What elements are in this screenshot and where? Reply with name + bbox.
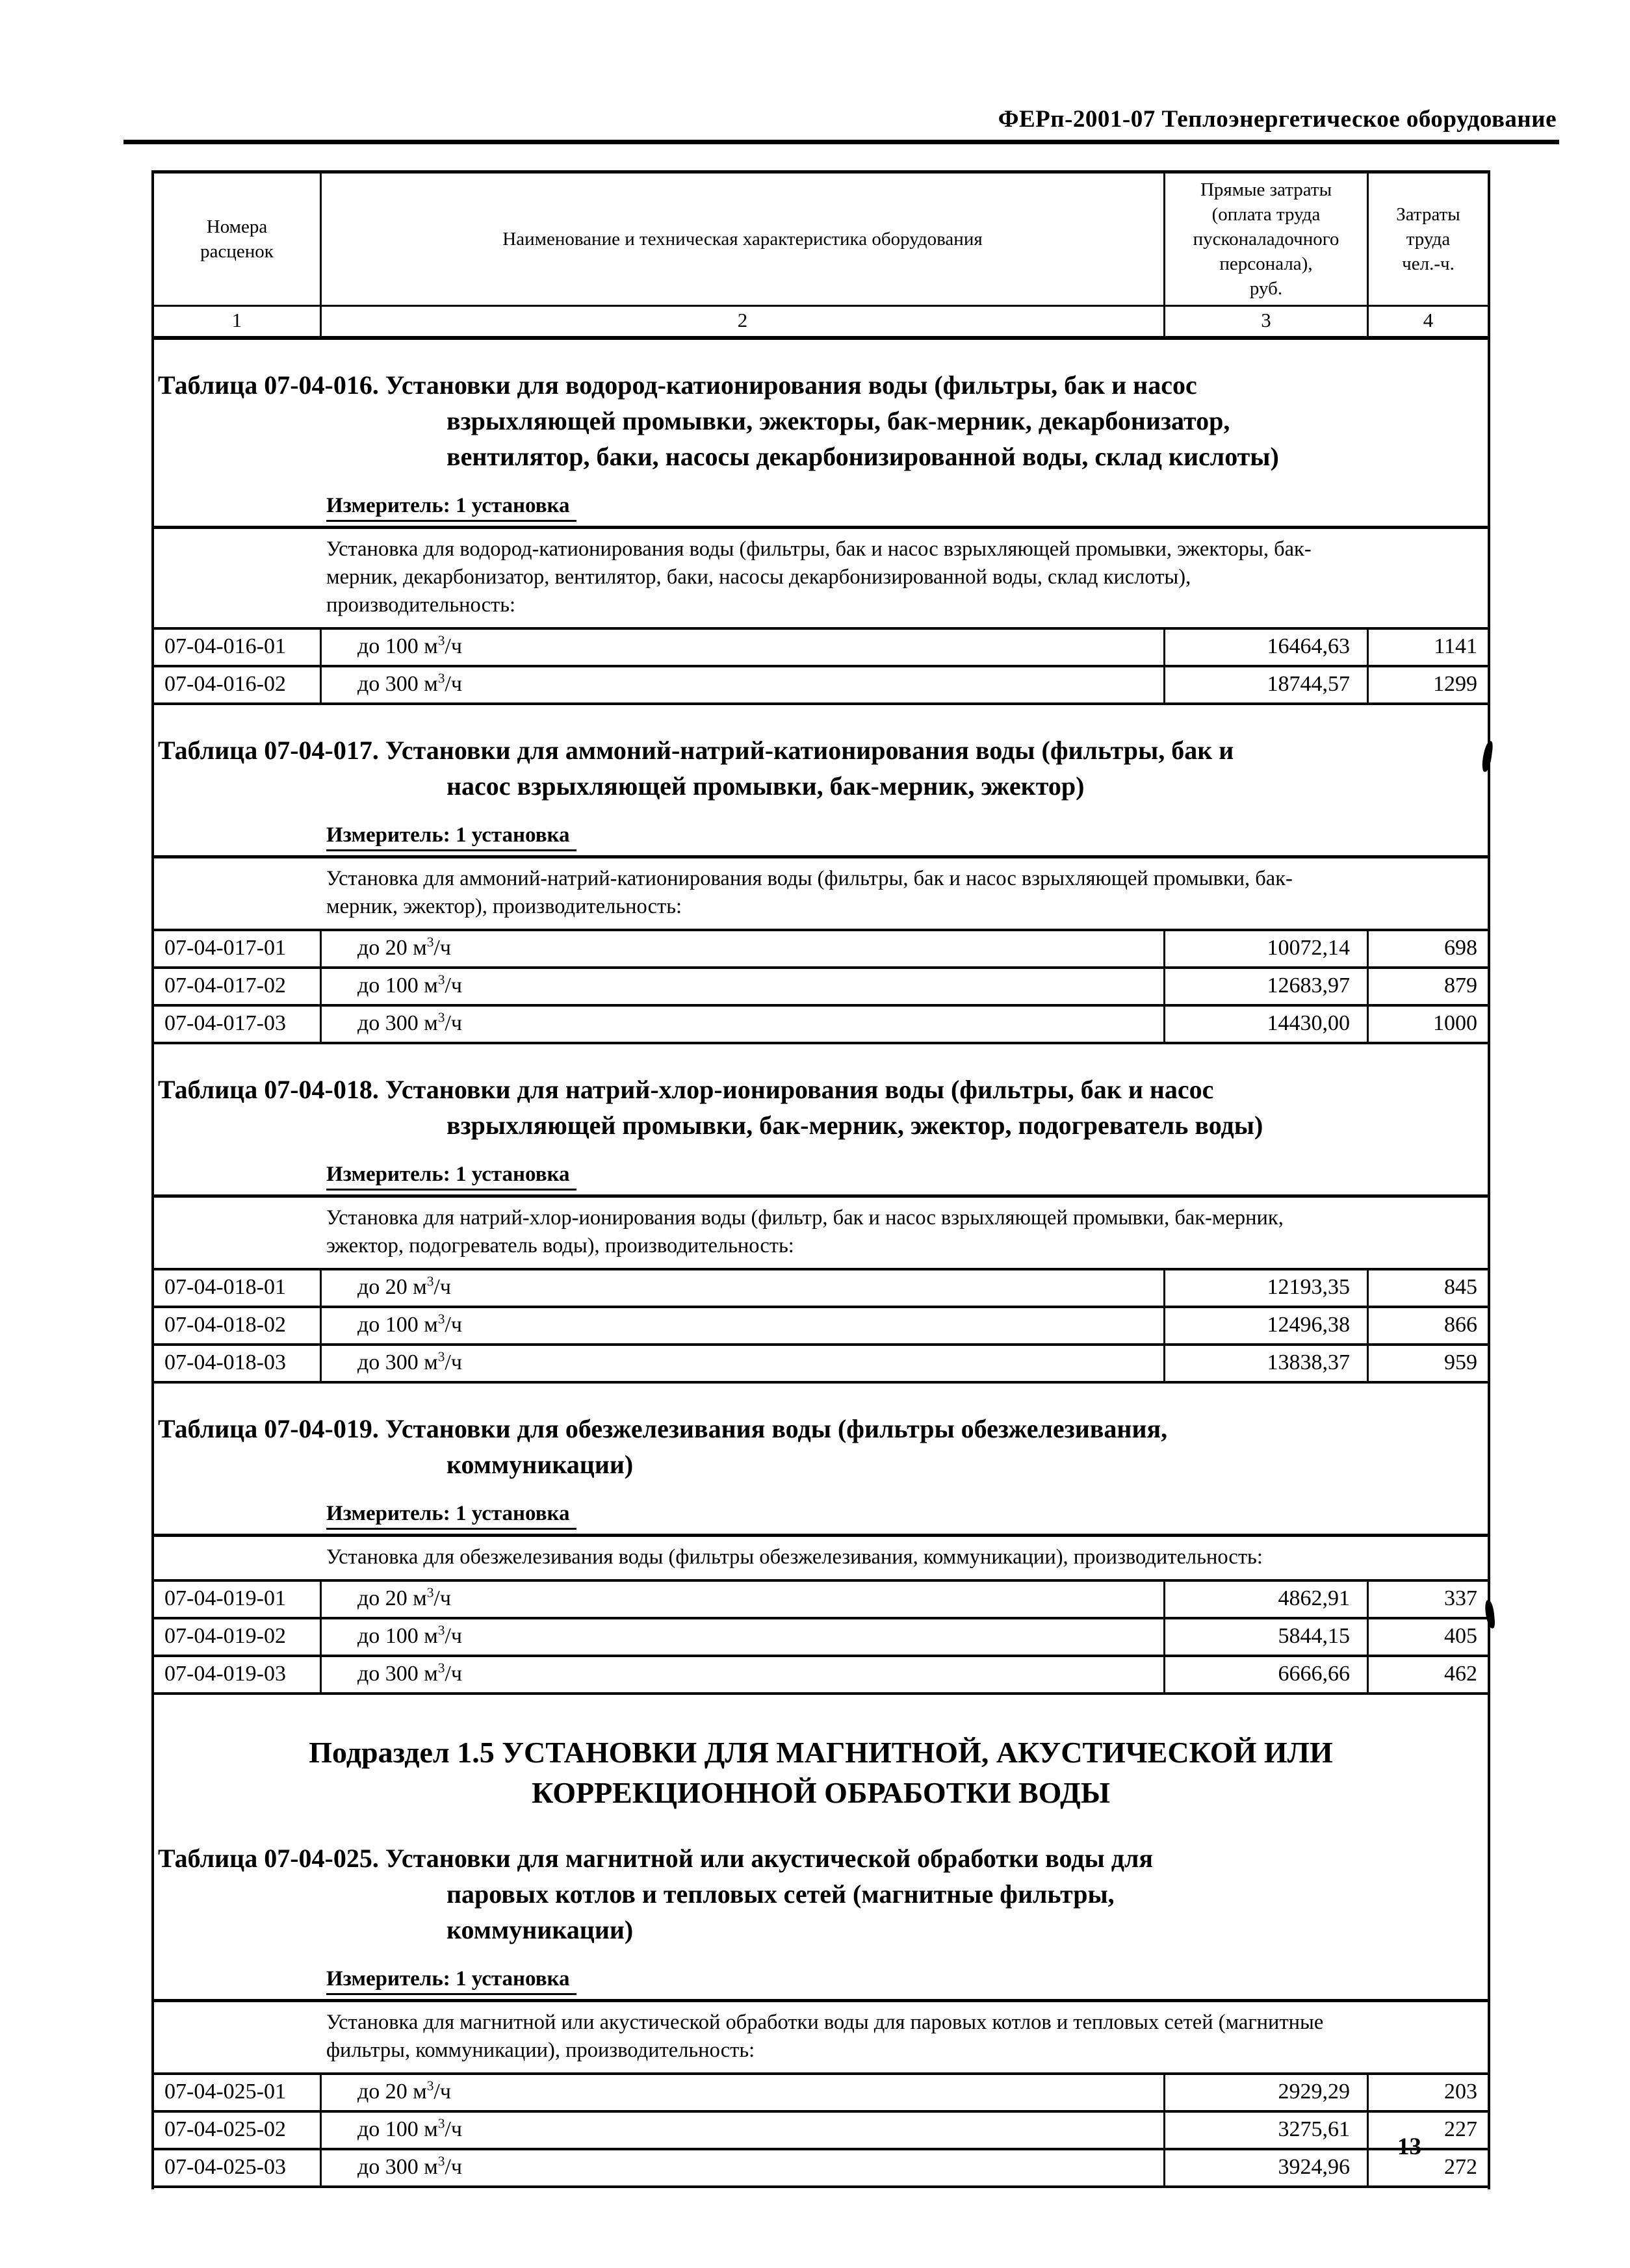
column-number-3: 3 bbox=[1165, 305, 1369, 336]
measurer bbox=[326, 823, 1488, 851]
rate-code: 07-04-018-01 bbox=[154, 1270, 322, 1306]
capacity-sup: 3 bbox=[437, 972, 445, 988]
measurer-label: Измеритель: 1 установка bbox=[326, 1967, 576, 1995]
rate-code: 07-04-016-01 bbox=[154, 630, 322, 665]
labor-hours: 698 bbox=[1444, 936, 1477, 960]
running-header bbox=[123, 105, 1559, 144]
capacity bbox=[322, 630, 1165, 665]
capacity-sup: 3 bbox=[437, 1311, 445, 1327]
capacity-sup: 3 bbox=[437, 2153, 445, 2169]
capacity-value: до 300 м bbox=[357, 1350, 438, 1374]
labor-hours: 337 bbox=[1444, 1586, 1477, 1610]
capacity bbox=[322, 1619, 1165, 1655]
labor-hours: 272 bbox=[1444, 2155, 1477, 2179]
column-number-1: 1 bbox=[154, 305, 322, 336]
table-section-07-04-017 bbox=[154, 732, 1488, 1044]
rate-code: 07-04-017-02 bbox=[154, 969, 322, 1004]
table-row bbox=[154, 1619, 1488, 1657]
running-header-text: ФЕРп-2001-07 Теплоэнергетическое оборудование bbox=[998, 106, 1557, 133]
capacity-sup: 3 bbox=[437, 1660, 445, 1676]
capacity bbox=[322, 1007, 1165, 1042]
rate-code: 07-04-019-03 bbox=[154, 1657, 322, 1692]
capacity bbox=[322, 2150, 1165, 2185]
capacity-value: до 300 м bbox=[357, 1662, 438, 1686]
rate-code: 07-04-019-01 bbox=[154, 1582, 322, 1617]
direct-cost: 18744,57 bbox=[1165, 667, 1369, 702]
table-section-07-04-019 bbox=[154, 1411, 1488, 1695]
capacity-unit: /ч bbox=[445, 1011, 462, 1035]
direct-cost: 12193,35 bbox=[1165, 1270, 1369, 1306]
direct-cost: 4862,91 bbox=[1165, 1582, 1369, 1617]
direct-cost: 12496,38 bbox=[1165, 1308, 1369, 1343]
rate-code: 07-04-017-01 bbox=[154, 931, 322, 966]
measurer-label: Измеритель: 1 установка bbox=[326, 494, 576, 522]
capacity-sup: 3 bbox=[426, 2078, 434, 2094]
capacity-sup: 3 bbox=[437, 632, 445, 649]
capacity-sup: 3 bbox=[426, 1584, 434, 1601]
labor-hours: 462 bbox=[1444, 1662, 1477, 1686]
rate-code: 07-04-018-03 bbox=[154, 1346, 322, 1381]
labor-hours: 845 bbox=[1444, 1275, 1477, 1299]
table-row bbox=[154, 1582, 1488, 1619]
column-header-direct-costs: Прямые затраты (оплата труда пусконаладочного персонала), руб. bbox=[1165, 174, 1369, 305]
labor-hours: 879 bbox=[1444, 973, 1477, 998]
capacity bbox=[322, 2075, 1165, 2110]
capacity-value: до 100 м bbox=[357, 2117, 438, 2141]
table-title: Таблица 07-04-018. Установки для натрий-хлор-ионирования воды (фильтры, бак и насос взрыхляющей промывки, бак-мерник, эжектор, подогреватель воды) bbox=[158, 1075, 1263, 1140]
capacity-value: до 100 м bbox=[357, 1313, 438, 1337]
table-section-07-04-016 bbox=[154, 367, 1488, 705]
table-title: Таблица 07-04-017. Установки для аммоний-натрий-катионирования воды (фильтры, бак и насос взрыхляющей промывки, бак-мерник, эжектор) bbox=[158, 736, 1234, 801]
table-description: Установка для магнитной или акустической обработки воды для паровых котлов и тепловых сетей (магнитные фильтры, коммуникации), производительность: bbox=[326, 2011, 1324, 2062]
capacity-sup: 3 bbox=[426, 1273, 434, 1289]
capacity-sup: 3 bbox=[437, 1622, 445, 1638]
table-row bbox=[154, 1308, 1488, 1346]
capacity-unit: /ч bbox=[445, 1662, 462, 1686]
rate-code: 07-04-018-02 bbox=[154, 1308, 322, 1343]
table-row bbox=[154, 1657, 1488, 1695]
column-number-2: 2 bbox=[322, 305, 1165, 336]
capacity bbox=[322, 1270, 1165, 1306]
rate-rows bbox=[154, 2072, 1488, 2188]
measurer-label: Измеритель: 1 установка bbox=[326, 823, 576, 851]
column-header-rate-numbers: Номера расценок bbox=[154, 174, 322, 305]
table-row bbox=[154, 2150, 1488, 2188]
table-section-07-04-025 bbox=[154, 1840, 1488, 2188]
direct-cost: 13838,37 bbox=[1165, 1346, 1369, 1381]
capacity bbox=[322, 969, 1165, 1004]
labor-hours: 866 bbox=[1444, 1313, 1477, 1337]
capacity-value: до 20 м bbox=[357, 936, 427, 960]
table-row bbox=[154, 931, 1488, 969]
capacity-sup: 3 bbox=[437, 670, 445, 686]
direct-cost: 14430,00 bbox=[1165, 1007, 1369, 1042]
capacity bbox=[322, 1308, 1165, 1343]
table-title: Таблица 07-04-025. Установки для магнитной или акустической обработки воды для паровых котлов и тепловых сетей (магнитные фильтры, коммуникации) bbox=[158, 1844, 1154, 1944]
table-title: Таблица 07-04-016. Установки для водород-катионирования воды (фильтры, бак и насос взрыхляющей промывки, эжекторы, бак-мерник, декарбонизатор, вентилятор, баки, насосы декарбонизированной воды, склад кислоты) bbox=[158, 370, 1279, 471]
rate-rows bbox=[154, 929, 1488, 1044]
capacity bbox=[322, 931, 1165, 966]
measurer bbox=[326, 494, 1488, 522]
rate-code: 07-04-017-03 bbox=[154, 1007, 322, 1042]
capacity-unit: /ч bbox=[445, 2117, 462, 2141]
rate-code: 07-04-025-02 bbox=[154, 2113, 322, 2148]
measurer bbox=[326, 1163, 1488, 1191]
capacity bbox=[322, 667, 1165, 702]
rates-table bbox=[151, 170, 1490, 2189]
table-header bbox=[154, 170, 1488, 340]
capacity-unit: /ч bbox=[433, 936, 451, 960]
capacity-unit: /ч bbox=[445, 1624, 462, 1648]
capacity-unit: /ч bbox=[445, 1350, 462, 1374]
table-row bbox=[154, 1346, 1488, 1384]
measurer bbox=[326, 1502, 1488, 1530]
direct-cost: 2929,29 bbox=[1165, 2075, 1369, 2110]
capacity-unit: /ч bbox=[445, 672, 462, 696]
capacity-value: до 300 м bbox=[357, 1011, 438, 1035]
labor-hours: 227 bbox=[1444, 2117, 1477, 2141]
capacity-unit: /ч bbox=[433, 1275, 451, 1299]
table-description: Установка для натрий-хлор-ионирования воды (фильтр, бак и насос взрыхляющей промывки, бак-мерник, эжектор, подогреватель воды), производительность: bbox=[326, 1206, 1284, 1257]
capacity-value: до 300 м bbox=[357, 2155, 438, 2179]
table-row bbox=[154, 1007, 1488, 1044]
capacity-sup: 3 bbox=[437, 1348, 445, 1365]
table-row bbox=[154, 1270, 1488, 1308]
direct-cost: 10072,14 bbox=[1165, 931, 1369, 966]
capacity-unit: /ч bbox=[445, 973, 462, 998]
measurer-label: Измеритель: 1 установка bbox=[326, 1163, 576, 1191]
capacity-sup: 3 bbox=[437, 1009, 445, 1025]
labor-hours: 1000 bbox=[1433, 1011, 1477, 1035]
capacity-value: до 20 м bbox=[357, 2080, 427, 2104]
rate-code: 07-04-025-01 bbox=[154, 2075, 322, 2110]
capacity-value: до 100 м bbox=[357, 973, 438, 998]
column-header-labor: Затраты труда чел.-ч. bbox=[1396, 204, 1460, 274]
subsection-heading: Подраздел 1.5 УСТАНОВКИ ДЛЯ МАГНИТНОЙ, АКУСТИЧЕСКОЙ ИЛИ КОРРЕКЦИОННОЙ ОБРАБОТКИ ВОДЫ bbox=[309, 1736, 1333, 1809]
capacity-unit: /ч bbox=[445, 634, 462, 658]
rate-rows bbox=[154, 627, 1488, 705]
rate-code: 07-04-019-02 bbox=[154, 1619, 322, 1655]
table-row bbox=[154, 667, 1488, 705]
direct-cost: 3924,96 bbox=[1165, 2150, 1369, 2185]
capacity-value: до 20 м bbox=[357, 1275, 427, 1299]
page-number: 13 bbox=[1397, 2133, 1421, 2160]
labor-hours: 203 bbox=[1444, 2080, 1477, 2104]
rate-rows bbox=[154, 1268, 1488, 1384]
direct-cost: 12683,97 bbox=[1165, 969, 1369, 1004]
capacity-sup: 3 bbox=[426, 934, 434, 950]
direct-cost: 16464,63 bbox=[1165, 630, 1369, 665]
table-description: Установка для аммоний-натрий-катионирования воды (фильтры, бак и насос взрыхляющей промывки, бак- мерник, эжектор), производительность: bbox=[326, 867, 1293, 918]
capacity-value: до 300 м bbox=[357, 672, 438, 696]
labor-hours: 405 bbox=[1444, 1624, 1477, 1648]
capacity bbox=[322, 1346, 1165, 1381]
capacity-value: до 100 м bbox=[357, 634, 438, 658]
labor-hours: 959 bbox=[1444, 1350, 1477, 1374]
capacity-unit: /ч bbox=[433, 2080, 451, 2104]
capacity-value: до 20 м bbox=[357, 1586, 427, 1610]
capacity-sup: 3 bbox=[437, 2115, 445, 2132]
direct-cost: 5844,15 bbox=[1165, 1619, 1369, 1655]
table-row bbox=[154, 630, 1488, 667]
direct-cost: 3275,61 bbox=[1165, 2113, 1369, 2148]
rate-code: 07-04-025-03 bbox=[154, 2150, 322, 2185]
capacity bbox=[322, 1582, 1165, 1617]
measurer-label: Измеритель: 1 установка bbox=[326, 1502, 576, 1530]
rate-code: 07-04-016-02 bbox=[154, 667, 322, 702]
column-header-name: Наименование и техническая характеристика оборудования bbox=[322, 174, 1165, 305]
direct-cost: 6666,66 bbox=[1165, 1657, 1369, 1692]
capacity bbox=[322, 2113, 1165, 2148]
capacity-unit: /ч bbox=[433, 1586, 451, 1610]
rate-rows bbox=[154, 1579, 1488, 1695]
labor-hours: 1141 bbox=[1434, 634, 1477, 658]
capacity-unit: /ч bbox=[445, 1313, 462, 1337]
table-description: Установка для обезжелезивания воды (фильтры обезжелезивания, коммуникации), производительность: bbox=[326, 1545, 1263, 1569]
table-title: Таблица 07-04-019. Установки для обезжелезивания воды (фильтры обезжелезивания, коммуникации) bbox=[158, 1414, 1168, 1479]
labor-hours: 1299 bbox=[1433, 672, 1477, 696]
table-description: Установка для водород-катионирования воды (фильтры, бак и насос взрыхляющей промывки, эжекторы, бак- мерник, декарбонизатор, вентилятор, баки, насосы декарбонизированной воды, склад кислоты), производительность: bbox=[326, 537, 1312, 617]
table-section-07-04-018 bbox=[154, 1072, 1488, 1384]
capacity bbox=[322, 1657, 1165, 1692]
column-number-4: 4 bbox=[1369, 305, 1488, 336]
table-row bbox=[154, 969, 1488, 1007]
table-row bbox=[154, 2075, 1488, 2113]
capacity-value: до 100 м bbox=[357, 1624, 438, 1648]
capacity-unit: /ч bbox=[445, 2155, 462, 2179]
table-row bbox=[154, 2113, 1488, 2150]
measurer bbox=[326, 1967, 1488, 1995]
